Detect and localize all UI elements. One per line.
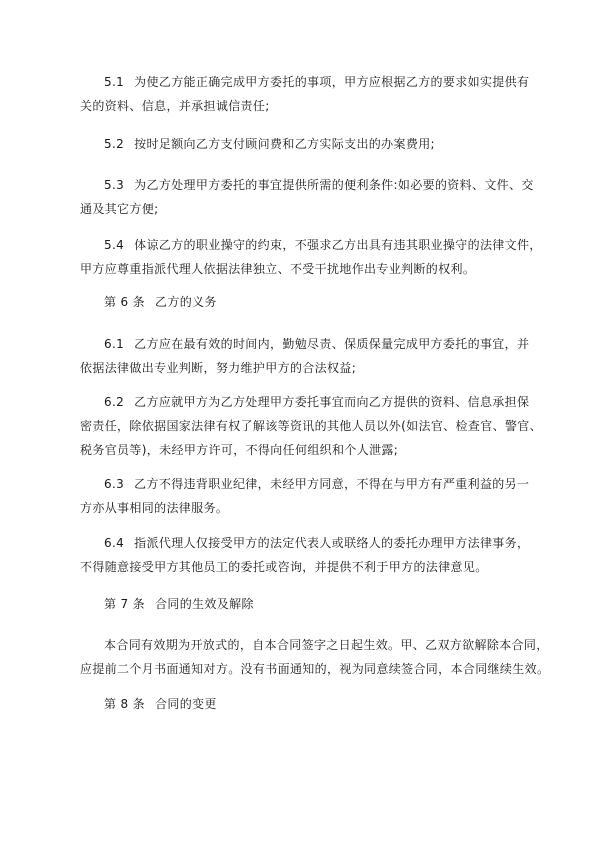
clause-number: 6.1: [104, 337, 125, 351]
clause-line: [80, 132, 528, 156]
clause-6-4: [80, 531, 528, 579]
clause-line: [80, 390, 528, 414]
clause-text: 税务官员等)，未经甲方许可，不得向任何组织和个人泄露;: [80, 443, 399, 457]
clause-number: 6.3: [104, 477, 125, 491]
clause-number: 5.3: [104, 178, 125, 192]
clause-line: [80, 332, 528, 356]
body-text: 本合同有效期为开放式的，自本合同签字之日起生效。甲、乙双方欲解除本合同，: [104, 638, 549, 652]
clause-text: 指派代理人仅接受甲方的法定代表人或联络人的委托办理甲方法律事务，: [134, 536, 530, 550]
clause-6-3: [80, 472, 528, 520]
clause-text: 依据法律做出专业判断，努力维护甲方的合法权益;: [80, 361, 357, 375]
clause-text: 方亦从事相同的法律服务。: [80, 501, 229, 515]
clause-text: 为乙方处理甲方委托的事宜提供所需的便利条件:如必要的资料、文件、交: [134, 178, 534, 192]
article-title: 合同的生效及解除: [155, 597, 254, 611]
clause-text: 不得随意接受甲方其他员工的委托或咨询，并提供不利于甲方的法律意见。: [80, 560, 488, 574]
article-label: 第 8 条: [104, 697, 146, 711]
clause-5-1: [80, 70, 528, 118]
clause-text: 按时足额向乙方支付顾问费和乙方实际支出的办案费用;: [134, 137, 435, 151]
article-8-heading: [80, 692, 528, 716]
clause-number: 5.1: [104, 75, 125, 89]
clause-line: [80, 70, 528, 94]
clause-text: 乙方应就甲方为乙方处理甲方委托事宜而向乙方提供的资料、信息承担保: [134, 395, 530, 409]
clause-text: 体谅乙方的职业操守的约束，不强求乙方出具有违其职业操守的法律文件，: [134, 238, 542, 252]
clause-text: 密责任，除依据国家法律有权了解该等资讯的其他人员以外(如法官、检查官、警官、: [80, 419, 542, 433]
clause-number: 6.2: [104, 395, 125, 409]
body-text: 应提前二个月书面通知对方。没有书面通知的，视为同意续签合同，本合同继续生效。: [80, 662, 550, 676]
clause-text: 通及其它方便;: [80, 202, 159, 216]
clause-line: [80, 233, 542, 257]
clause-5-3: [80, 173, 534, 221]
clause-number: 5.4: [104, 238, 125, 252]
heading-line: [80, 592, 528, 616]
heading-line: [80, 692, 528, 716]
article-7-body: [80, 633, 550, 681]
clause-line: [80, 531, 528, 555]
article-title: 合同的变更: [155, 697, 217, 711]
clause-text: 乙方不得违背职业纪律，未经甲方同意，不得在与甲方有严重利益的另一: [134, 477, 530, 491]
clause-number: 5.2: [104, 137, 125, 151]
clause-5-2: [80, 132, 528, 156]
article-title: 乙方的义务: [155, 295, 217, 309]
clause-line: [80, 472, 528, 496]
clause-text: 关的资料、信息，并承担诚信责任;: [80, 99, 270, 113]
clause-text: 甲方应尊重指派代理人依据法律独立、不受干扰地作出专业判断的权利。: [80, 262, 476, 276]
clause-text: 为使乙方能正确完成甲方委托的事项，甲方应根据乙方的要求如实提供有: [134, 75, 530, 89]
heading-line: [80, 290, 528, 314]
article-label: 第 7 条: [104, 597, 146, 611]
clause-line: [80, 173, 534, 197]
article-7-heading: [80, 592, 528, 616]
clause-5-4: [80, 233, 542, 281]
article-label: 第 6 条: [104, 295, 146, 309]
clause-6-1: [80, 332, 528, 380]
clause-6-2: [80, 390, 542, 462]
article-6-heading: [80, 290, 528, 314]
clause-number: 6.4: [104, 536, 125, 550]
clause-text: 乙方应在最有效的时间内，勤勉尽责、保质保量完成甲方委托的事宜，并: [134, 337, 530, 351]
